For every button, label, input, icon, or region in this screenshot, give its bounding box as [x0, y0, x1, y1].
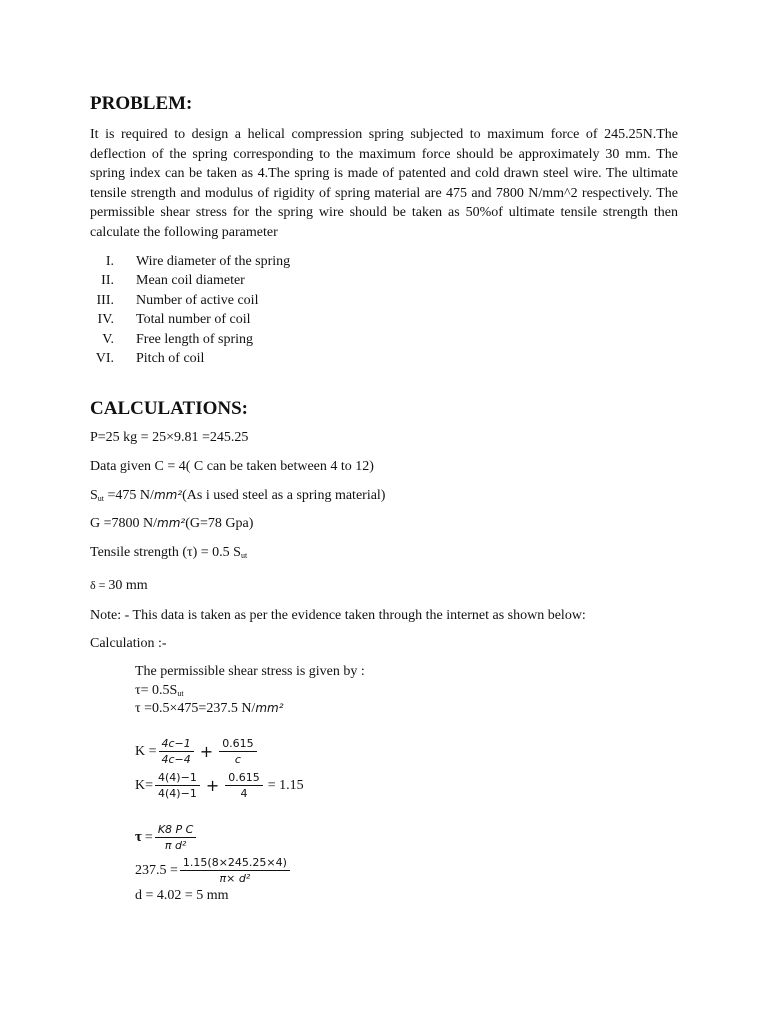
tau-value-line: τ =0.5×475=237.5 N/mm² — [135, 701, 284, 716]
tensile-strength-line: Tensile strength (τ) = 0.5 $S_{ut}$ — [90, 545, 248, 560]
sut-line: $S_{ut} =475$ N/mm²(As i used steel as a spring material) — [90, 488, 386, 503]
tau-ratio-line: $\tau= 0.5S_{ut}$ — [135, 683, 184, 698]
problem-heading: PROBLEM: — [90, 93, 193, 114]
substituted-formula: 237.5 = $\frac{1.15(8\times 245.25\times 4)}{\text{π× d²}}$ — [135, 855, 292, 886]
calculations-heading: CALCULATIONS: — [90, 398, 249, 419]
shear-stress-formula: τ = $\frac{\text{K8 P C}}{\text{π d²}}$ — [135, 822, 198, 853]
parameter-list — [90, 252, 291, 368]
diameter-result: d = 4.02 = 5 mm — [135, 888, 229, 903]
deflection-line: δ = 30 mm — [90, 578, 148, 593]
list-item: II. Mean coil diameter — [101, 273, 245, 289]
note-line: Note: - This data is taken as per the evidence taken through the internet as shown below: — [90, 608, 586, 623]
load-line: P=25 kg = 25×9.81 =245.25 — [90, 430, 249, 445]
data-given-line: Data given C = 4( C can be taken between 4 to 12) — [90, 459, 374, 474]
problem-paragraph: It is required to design a helical compression spring subjected to maximum force of 245.25N.The deflection of the spring corresponding to the maximum force should be approximately 30 mm. The spring index can be taken as 4.The spring is made of patented and cold drawn steel wire. The ultimate tensile strength and modulus of rigidity of spring material are 475 and 7800 N/mm^2 respectively. The permissible shear stress for the spring wire should be taken as 50%of ultimate tensile strength then calculate the following parameter — [90, 127, 678, 240]
list-item: IV. Total number of coil — [97, 312, 251, 328]
list-item: VI. Pitch of coil — [95, 350, 205, 366]
wahl-factor-value: K= $\frac{4(4)-1}{4(4)-1}$ + $\frac{0.615}{4}$ = 1.15 — [135, 771, 304, 800]
modulus-line: G =7800 N/mm²(G=78 Gpa) — [90, 516, 254, 531]
shear-intro: The permissible shear stress is given by : — [135, 664, 365, 679]
wahl-factor-formula: K = $\frac{4c-1}{4c-4}$ + $\frac{0.615}{c}$ — [135, 736, 259, 767]
list-item: V. Free length of spring — [102, 331, 254, 347]
list-item: I. Wire diameter of the spring — [105, 254, 291, 269]
list-item: III. Number of active coil — [96, 292, 259, 308]
calculation-label: Calculation :- — [90, 636, 167, 651]
